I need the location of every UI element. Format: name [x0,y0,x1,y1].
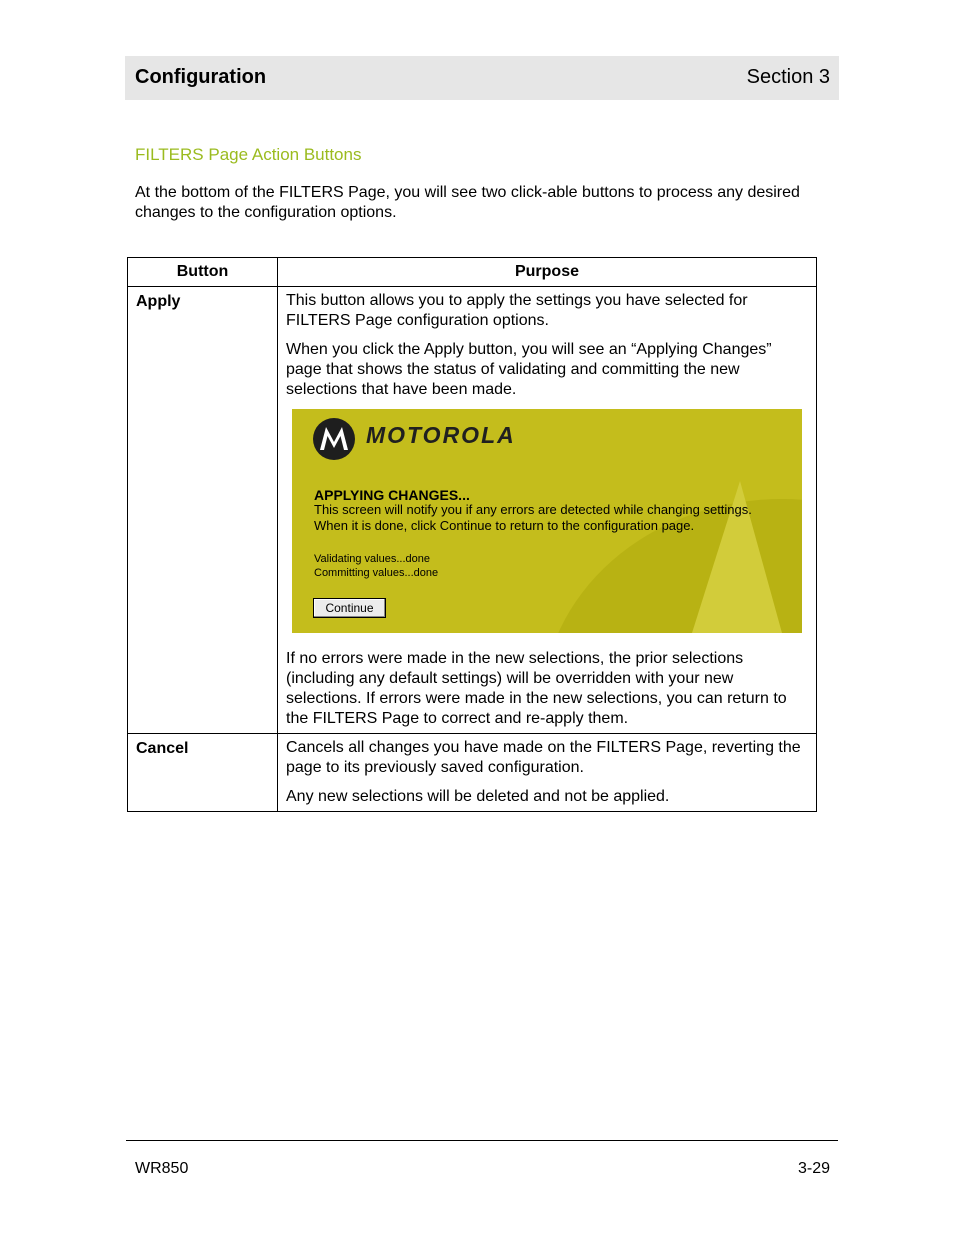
table-row-apply [128,287,817,734]
purpose-apply [278,287,817,734]
purpose-paragraph: When you click the Apply button, you will see an “Applying Changes” page that shows the status of validating and committing the new selections that have been made. [286,341,772,398]
section-label: Section 3 [746,66,830,88]
continue-button[interactable]: Continue [313,598,386,618]
footer-page-number: 3-29 [797,1160,830,1177]
status-validating: Validating values...done [314,553,430,565]
purpose-paragraph: Cancels all changes you have made on the FILTERS Page, reverting the page to its previously saved configuration. [286,739,801,776]
message-line: This screen will notify you if any errors are detected while changing settings. [314,502,752,517]
brand-wordmark: MOTOROLA [366,422,516,448]
footer-model: WR850 [135,1160,189,1177]
status-lines [314,552,438,580]
purpose-paragraph: This button allows you to apply the settings you have selected for FILTERS Page configuration options. [286,292,748,329]
applying-changes-message [314,502,752,534]
column-header-button: Button [128,258,278,287]
purpose-cancel [278,734,817,812]
page-title: Configuration [135,66,267,88]
button-name-apply: Apply [128,287,278,734]
button-purpose-table [127,257,817,812]
button-name-cancel: Cancel [128,734,278,812]
motorola-logo-icon [312,417,356,461]
table-header-row [128,258,817,287]
purpose-paragraph: Any new selections will be deleted and not be applied. [286,788,670,805]
section-heading: FILTERS Page Action Buttons [135,145,362,164]
table-row-cancel [128,734,817,812]
purpose-paragraph: If no errors were made in the new selections, the prior selections (including any default settings) will be overridden with your new selections. If errors were made in the new selections, you can return to the FILTERS Page to correct and re-apply them. [286,650,787,727]
message-line: When it is done, click Continue to return to the configuration page. [314,518,695,533]
footer-divider [126,1140,838,1141]
column-header-purpose: Purpose [278,258,817,287]
intro-paragraph: At the bottom of the FILTERS Page, you will see two click-able buttons to process any desired changes to the configuration options. [135,184,800,221]
applying-changes-title: APPLYING CHANGES... [314,487,470,503]
status-committing: Committing values...done [314,567,439,579]
header-bar [125,56,839,100]
applying-changes-screenshot [292,409,802,633]
